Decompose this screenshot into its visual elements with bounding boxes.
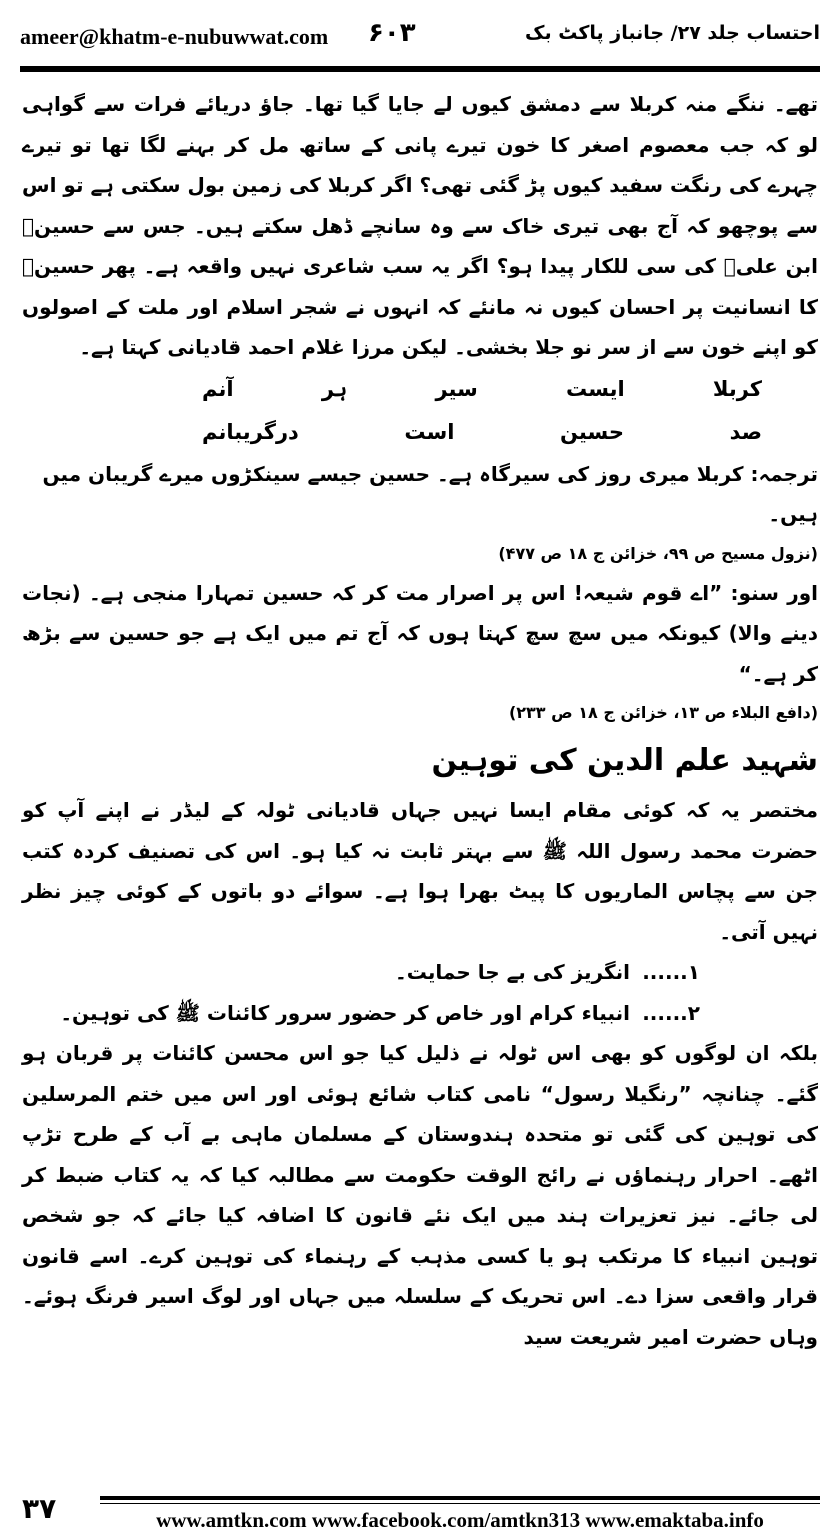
list-item [22, 952, 818, 993]
couplet-line-1 [202, 368, 762, 411]
list-number: ۱...... [642, 960, 700, 984]
persian-couplet [202, 368, 762, 454]
reference-2: (دافع البلاء ص ۱۳، خزائن ج ۱۸ ص ۲۳۳) [508, 703, 818, 722]
poem-word: ایست [565, 376, 625, 401]
reference-1: (نزول مسیح ص ۹۹، خزائن ج ۱۸ ص ۴۷۷) [498, 543, 818, 563]
quote: اور سنو: ”اے قوم شیعہ! اس پر اصرار مت کر کہ حسین تمہارا منجی ہے۔ (نجات دینے والا) کیونکہ میں سچ سچ کہتا ہوں کہ آج تم میں ایک ہے جو حسین سے بڑھ کر ہے۔“ [22, 580, 818, 686]
footer-rule-thin [100, 1503, 820, 1504]
list-text: انبیاء کرام اور خاص کر حضور سرور کائنات ﷺ کی توہین۔ [60, 1000, 630, 1025]
page-body [22, 84, 818, 1357]
paragraph-3: بلکہ ان لوگوں کو بھی اس ٹولہ نے ذلیل کیا جو اس محسن کائنات پر قربان ہو گئے۔ چنانچہ ”رنگیلا رسول“ نامی کتاب شائع ہوئی اور اس میں ختم المرسلین کی توہین کی گئی تو متحدہ ہندوستان کے مسلمان ماہی بے آب کے طرح تڑپ اٹھے۔ احرار رہنماؤں نے رائج الوقت حکومت سے مطالبہ کیا کہ یہ کتاب ضبط کر لی جائے۔ نیز تعزیرات ہند میں ایک نئے قانون کا اضافہ کیا جائے کہ جو شخص توہین انبیاء کا مرتکب ہو یا کسی مذہب کے رہنماء کی توہین کرے۔ اسے قانون قرار واقعی سزا دے۔ اس تحریک کے سلسلہ میں جہاں اور لوگ اسیر فرنگ ہوئے۔ وہاں حضرت امیر شریعت سید [22, 1041, 818, 1349]
footer-rule [100, 1496, 820, 1500]
page-number: ۶۰۳ [368, 18, 416, 48]
poem-word: آنم [202, 376, 234, 401]
email-address: ameer@khatm-e-nubuwwat.com [20, 24, 329, 49]
poem-word: درگریبانم [202, 419, 299, 444]
paragraph-1: تھے۔ ننگے منہ کربلا سے دمشق کیوں لے جایا گیا تھا۔ جاؤ دریائے فرات سے گواہی لو کہ جب معصوم اصغر کا خون تیرے پانی کے ساتھ مل کر بہنے لگا تھا تو تیرے چہرے کی رنگت سفید کیوں پڑ گئی تھی؟ اگر کربلا کی زمین بول سکتی ہے تو اس سے پوچھو کہ آج بھی تیری خاک سے وہ سانچے ڈھل سکتے ہیں۔ جس سے حسینؓ ابن علیؓ کی سی للکار پیدا ہو؟ اگر یہ سب شاعری نہیں واقعہ ہے۔ پھر حسینؓ کا انسانیت پر احسان کیوں نہ مانئے کہ انہوں نے شجر اسلام اور ملت کے اصولوں کو اپنے خون سے از سر نو جلا بخشی۔ لیکن مرزا غلام احمد قادیانی کہتا ہے۔ [22, 92, 818, 359]
list-number: ۲...... [642, 1000, 700, 1025]
poem-word: صد [729, 419, 762, 444]
list-item [22, 993, 818, 1034]
poem-word: است [404, 419, 455, 444]
poem-word: ہر [321, 376, 348, 401]
poem-word: کربلا [712, 376, 762, 401]
book-title: احتساب جلد ۲۷/ جانباز پاکٹ بک [525, 22, 820, 44]
poem-word: حسین [560, 419, 625, 444]
header-rule [20, 66, 820, 72]
footer-page-number: ۳۷ [22, 1492, 57, 1525]
paragraph-2: مختصر یہ کہ کوئی مقام ایسا نہیں جہاں قادیانی ٹولہ کے لیڈر نے اپنے آپ کو حضرت محمد رسول اللہ ﷺ سے بہتر ثابت نہ کیا ہو۔ اس کی تصنیف کردہ کتب جن سے پچاس الماریوں کا پیٹ بھرا ہوا ہے۔ سوائے دو باتوں کے کوئی چیز نظر نہیں آتی۔ [22, 798, 818, 944]
footer-links: www.amtkn.com www.facebook.com/amtkn313 www.emaktaba.info [156, 1508, 764, 1532]
translation: ترجمہ: کربلا میری روز کی سیرگاہ ہے۔ حسین جیسے سینکڑوں میرے گریبان میں ہیں۔ [42, 461, 818, 526]
couplet-line-2 [202, 411, 762, 454]
poem-word: سیر [435, 376, 478, 401]
section-heading: شہید علم الدین کی توہین [431, 743, 818, 778]
list-text: انگریز کی بے جا حمایت۔ [395, 960, 630, 984]
page-header [20, 18, 820, 58]
